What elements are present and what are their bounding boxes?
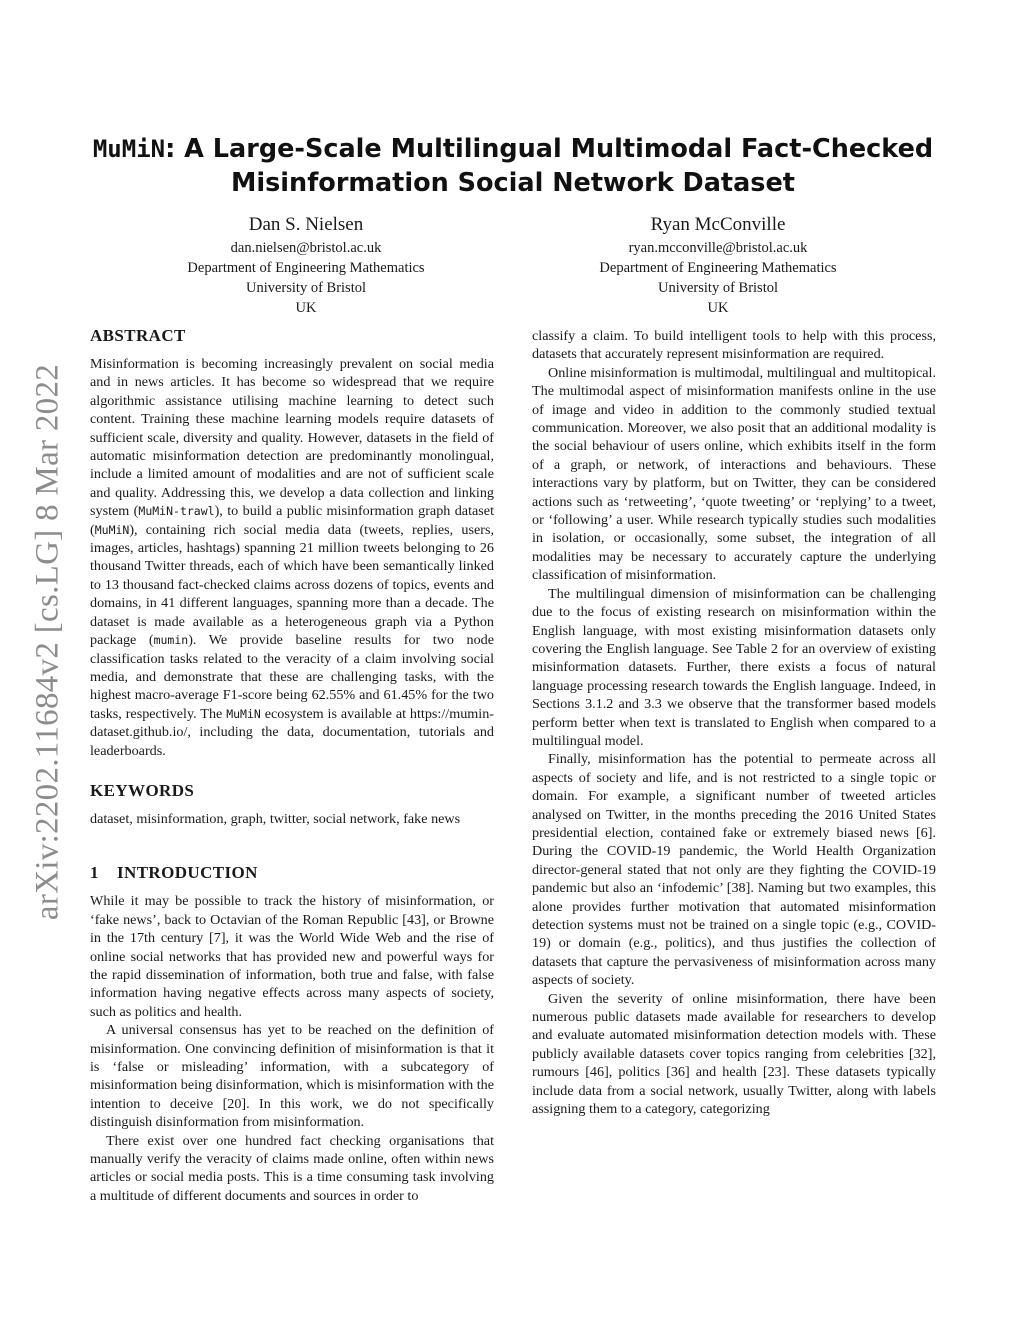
author-department: Department of Engineering Mathematics xyxy=(599,260,837,276)
title-line-1-text: : A Large-Scale Multilingual Multimodal Fact-Checked xyxy=(165,134,934,164)
author-country: UK xyxy=(707,300,729,316)
abstract-text: ). We provide baseline results for two node classification tasks related to the veracity of a claim involving social media, and demonstrate that these are challenging tasks, with the highest macro-average F1-score being 62.55% and 61.45% for the two tasks, respectively. The xyxy=(90,632,495,722)
arxiv-identifier-text: arXiv:2202.11684v2 [cs.LG] 8 Mar 2022 xyxy=(29,363,66,921)
code-mumin: MuMiN xyxy=(226,706,261,721)
code-mumin-package: mumin xyxy=(153,633,189,648)
author-department: Department of Engineering Mathematics xyxy=(187,260,425,276)
author-email: ryan.mcconville@bristol.ac.uk xyxy=(628,240,808,256)
intro-paragraph-1: While it may be possible to track the history of misinformation, or ‘fake news’, back to Octavian of the Roman Republic [43], or Browne in the 17th century [7], it was the World Wide Web and the rise of online social networks that has provided new and powerful ways for the rapid dissemination of information, both true and false, with false information having negative effects across many aspects of society, such as politics and health. xyxy=(90,893,494,1020)
intro-paragraph-7: Given the severity of online misinformation, there have been numerous public datasets made available for researchers to develop and evaluate automated misinformation detection models with. These publicly available datasets cover topics ranging from celebrities [32], rumours [46], politics [36] and health [23]. These datasets typically include data from a social network, usually Twitter, along with labels assigning them to a category, categorizing xyxy=(532,990,936,1118)
introduction-heading xyxy=(90,862,494,884)
section-title: INTRODUCTION xyxy=(117,863,258,883)
abstract-text: Misinformation is becoming increasingly prevalent on social media and in news articles. It has become so widespread that we require algorithmic assistance utilising machine learning to detect such content. Training these machine learning models require datasets of sufficient scale, diversity and quality. However, datasets in the field of automatic misinformation detection are predominantly monolingual, include a limited amount of modalities and are not of sufficient scale and quality. Addressing this, we develop a data collection and linking system ( xyxy=(90,356,494,520)
title-line-1 xyxy=(90,132,936,166)
paper-title xyxy=(90,132,936,200)
author-name: Dan S. Nielsen xyxy=(248,214,364,235)
author-block-2 xyxy=(518,212,918,318)
intro-paragraph-3-continued: classify a claim. To build intelligent tools to help with this process, datasets that accurately represent misinformation are required. xyxy=(532,328,936,363)
abstract-text: ), containing rich social media data (tweets, replies, users, images, articles, hashtags) spanning 21 million tweets belonging to 26 thousand Twitter threads, each of which have been semantically linked to 13 thousand fact-checked claims across dozens of topics, events and domains, in 41 different languages, spanning more than a decade. The dataset is made available as a heterogeneous graph via a Python package ( xyxy=(90,521,494,649)
author-block-1 xyxy=(106,212,506,318)
intro-paragraph-6: Finally, misinformation has the potential to permeate across all aspects of society and life, and is not restricted to a single topic or domain. For example, a significant number of tweeted articles analysed on Twitter, in the months preceding the 2016 United States presidential election, contained fake or extremely biased news [6]. During the COVID-19 pandemic, the World Health Organization director-general stated that not only are they fighting the COVID-19 pandemic but also an ‘infodemic’ [38]. Naming but two examples, this alone provides further motivation that automated misinformation detection systems must not be trained on a single topic (e.g., COVID-19) or domain (e.g., politics), and thus justifies the collection of datasets that capture the pervasiveness of misinformation across many aspects of society. xyxy=(532,751,936,989)
code-mumin: MuMiN xyxy=(94,522,130,537)
intro-paragraph-3: There exist over one hundred fact checking organisations that manually verify the veracity of claims made online, often within news articles or social media posts. This is a time consuming task involving a multitude of different documents and sources in order to xyxy=(90,1132,494,1204)
right-column xyxy=(532,327,936,1118)
abstract-heading: ABSTRACT xyxy=(90,326,186,345)
abstract-body xyxy=(90,355,494,760)
section-number: 1 xyxy=(90,863,99,883)
keywords-text: dataset, misinformation, graph, twitter, social network, fake news xyxy=(90,810,461,827)
author-university: University of Bristol xyxy=(245,280,367,296)
keywords-heading: KEYWORDS xyxy=(90,780,195,800)
author-email: dan.nielsen@bristol.ac.uk xyxy=(230,240,382,256)
intro-paragraph-5: The multilingual dimension of misinformation can be challenging due to the focus of existing research on misinformation within the English language, with most existing misinformation datasets only covering the English language. See Table 2 for an overview of existing misinformation datasets. Further, there exists a focus of natural language processing research towards the English language. Indeed, in Sections 3.1.2 and 3.3 we observe that the transformer based models perform better when text is translated to English when compared to a multilingual model. xyxy=(532,585,936,749)
code-mumin-trawl: MuMiN-trawl xyxy=(138,504,215,519)
title-dataset-name: MuMiN xyxy=(92,135,166,163)
author-name: Ryan McConville xyxy=(650,214,786,235)
abstract-text: ecosystem is available at https://mumin-dataset.github.io/, including the data, documentation, tutorials and leaderboards. xyxy=(90,705,494,759)
left-column xyxy=(90,325,494,1205)
intro-paragraph-4: Online misinformation is multimodal, multilingual and multitopical. The multimodal aspect of misinformation manifests online in the use of image and video in addition to the commonly studied textual communication. Moreover, we also posit that an additional modality is the social behaviour of users online, which exhibits itself in the form of a graph, or network, of interactions and behaviours. These interactions vary by platform, but on Twitter, they can be considered actions such as ‘retweeting’, ‘quote tweeting’ or ‘replying’ to a tweet, or ‘following’ a user. While research typically studies such modalities in isolation, or occasionally, some subset, the integration of all modalities may be necessary to accurately capture the underlying classification of misinformation. xyxy=(532,364,936,584)
intro-paragraph-2: A universal consensus has yet to be reached on the definition of misinformation. One convincing definition of misinformation is that it is ‘false or misleading’ information, with a subcategory of misinformation being disinformation, which is misinformation with the intention to deceive [20]. In this work, we do not specifically distinguish disinformation from misinformation. xyxy=(90,1022,494,1131)
author-university: University of Bristol xyxy=(657,280,779,296)
title-line-2: Misinformation Social Network Dataset xyxy=(231,168,795,198)
abstract-text: ), to build a public misinformation graph dataset ( xyxy=(90,503,495,538)
author-country: UK xyxy=(295,300,317,316)
